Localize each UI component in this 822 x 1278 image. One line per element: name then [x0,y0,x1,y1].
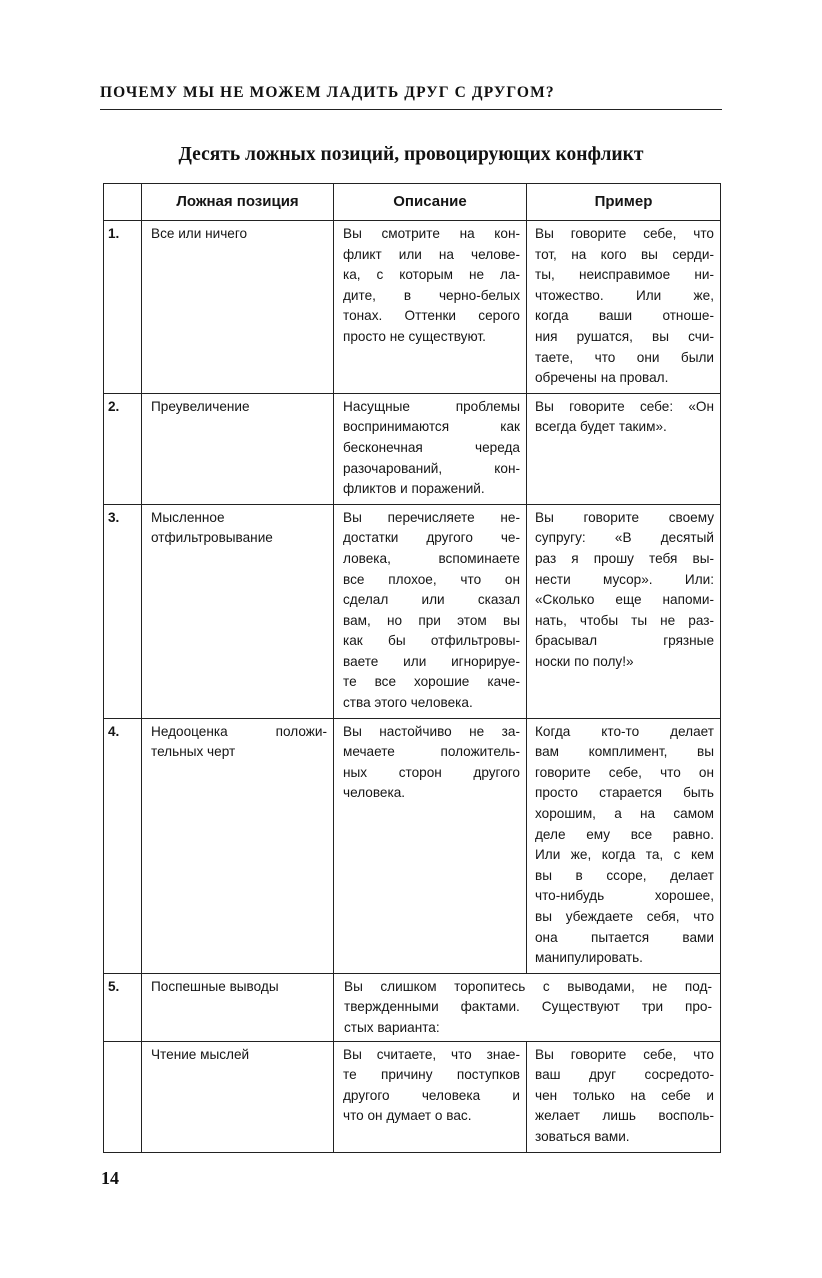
description-cell-line: тонах. Оттенки серого [343,308,520,324]
description-cell-line: что он думает о вас. [343,1108,472,1124]
example-cell-line: носки по полу!» [535,653,634,669]
example-cell-line: ты, неисправимое ни- [535,267,714,283]
description-cell-line: Вы считаете, что знае- [343,1046,520,1062]
description-cell-line: ных сторон другого [343,764,520,780]
example-cell-line: ния рушатся, вы счи- [535,328,714,344]
example-cell-line: деле ему все равно. [535,826,714,842]
example-cell-line: Вы говорите себе: «Он [535,398,714,414]
example-cell [527,1041,721,1152]
row-number: 2. [104,393,142,504]
description-cell-line: просто не существуют. [343,328,486,344]
example-cell-line: брасывал грязные [535,633,714,649]
description-cell-line: фликт или на челове- [343,246,520,262]
description-cell [334,718,527,973]
false-position-cell-line: Все или ничего [151,226,248,241]
description-cell-line: Вы смотрите на кон- [343,226,520,241]
example-cell-line: раз я прошу тебя вы- [535,550,714,566]
description-cell-line: ваете или игнорируе- [343,653,520,669]
description-cell [334,221,527,394]
description-cell-line: фликтов и поражений. [343,481,485,497]
example-cell-line: вы в ссоре, делает [535,867,714,883]
table-row [104,1041,721,1152]
example-cell-line: чтожество. Или же, [535,287,714,303]
description-cell-line: ка, с которым не ла- [343,267,520,283]
row-number: 5. [104,973,142,1041]
example-cell-line: зоваться вами. [535,1128,630,1144]
example-cell-line: говорите себе, что он [535,764,714,780]
row-number: 3. [104,504,142,718]
example-cell-line: она пытается вами [535,929,714,945]
false-position-cell-line: Преувеличение [151,398,250,414]
merged-description-cell-line: Вы слишком торопитесь с выводами, не под- [344,978,712,994]
column-header-example: Пример [527,184,721,221]
table-header-row [104,184,721,221]
description-cell-line: воспринимаются как [343,419,520,435]
header-rule [100,109,722,110]
row-number: 1. [104,221,142,394]
example-cell-line: нести мусор». Или: [535,571,714,587]
description-cell-line: разочарований, кон- [343,460,520,476]
description-cell-line: те причину поступков [343,1067,520,1083]
page-number: 14 [101,1168,119,1188]
example-cell-line: вам комплимент, вы [535,744,714,760]
description-cell-line: Вы настойчиво не за- [343,723,520,739]
example-cell-line: Вы говорите себе, что [535,226,714,241]
example-cell-line: Вы говорите себе, что [535,1046,714,1062]
description-cell-line: другого человека и [343,1087,520,1103]
description-cell [334,393,527,504]
false-position-cell [142,718,334,973]
description-cell-line: ловека, вспоминаете [343,550,520,566]
example-cell-line: нать, чтобы ты не раз- [535,612,714,628]
column-header-number [104,184,142,221]
example-cell-line: чен только на себе и [535,1087,714,1103]
description-cell [334,504,527,718]
table-row [104,393,721,504]
false-position-cell-line: Мысленное [151,509,225,525]
false-position-cell-line: отфильтровывание [151,530,273,546]
column-header-false-position: Ложная позиция [142,184,334,221]
false-position-cell [142,973,334,1041]
example-cell-line: таете, что они были [535,349,714,365]
description-cell-line: Насущные проблемы [343,398,520,414]
description-cell-line: достатки другого че- [343,530,520,546]
example-cell [527,718,721,973]
example-cell-line: просто старается быть [535,785,714,801]
description-cell-line: дите, в черно-белых [343,287,520,303]
merged-description-cell [334,973,721,1041]
example-cell-line: ваш друг сосредото- [535,1067,714,1083]
table-row [104,718,721,973]
example-cell-line: когда ваши отноше- [535,308,714,324]
example-cell-line: Когда кто-то делает [535,723,714,739]
row-number: 4. [104,718,142,973]
merged-description-cell-line: твержденными фактами. Существуют три про- [344,999,712,1015]
example-cell-line: вы убеждаете себя, что [535,909,714,924]
description-cell [334,1041,527,1152]
false-position-cell [142,393,334,504]
example-cell-line: «Сколько еще напоми- [535,592,714,608]
description-cell-line: ства этого человека. [343,695,473,711]
table-title: Десять ложных позиций, провоцирующих конфликт [178,144,644,165]
false-position-cell [142,221,334,394]
example-cell-line: супругу: «В десятый [535,530,714,546]
example-cell-line: Или же, когда та, с кем [535,847,714,863]
description-cell-line: бесконечная череда [343,439,520,455]
table-row [104,973,721,1041]
false-position-cell-line: Недооценка положи- [151,723,327,739]
running-header: ПОЧЕМУ МЫ НЕ МОЖЕМ ЛАДИТЬ ДРУГ С ДРУГОМ? [100,84,555,101]
example-cell [527,221,721,394]
description-cell-line: Вы перечисляете не- [343,509,520,525]
merged-description-cell-line: стых варианта: [344,1019,440,1035]
description-cell-line: человека. [343,785,406,801]
false-position-cell [142,1041,334,1152]
description-cell-line: все плохое, что он [343,571,520,587]
example-cell-line: хорошим, а на самом [535,806,714,822]
example-cell-line: что-нибудь хорошее, [535,888,714,904]
false-position-cell-line: тельных черт [151,744,236,760]
example-cell-line: манипулировать. [535,950,643,966]
example-cell-line: тот, на кого вы серди- [535,246,714,262]
table-row [104,221,721,394]
description-cell-line: те все хорошие каче- [343,674,520,690]
example-cell [527,393,721,504]
row-number [104,1041,142,1152]
example-cell-line: всегда будет таким». [535,419,667,435]
description-cell-line: сделал или сказал [343,592,520,608]
column-header-description: Описание [334,184,527,221]
false-position-cell [142,504,334,718]
example-cell-line: Вы говорите своему [535,509,714,525]
description-cell-line: вам, но при этом вы [343,612,520,628]
false-positions-table [103,183,721,1153]
example-cell-line: обречены на провал. [535,370,669,386]
description-cell-line: как бы отфильтровы- [343,633,520,649]
example-cell-line: желает лишь восполь- [535,1108,714,1124]
description-cell-line: мечаете положитель- [343,744,520,760]
false-position-cell-line: Чтение мыслей [151,1046,250,1062]
table-row [104,504,721,718]
example-cell [527,504,721,718]
false-position-cell-line: Поспешные выводы [151,978,279,994]
